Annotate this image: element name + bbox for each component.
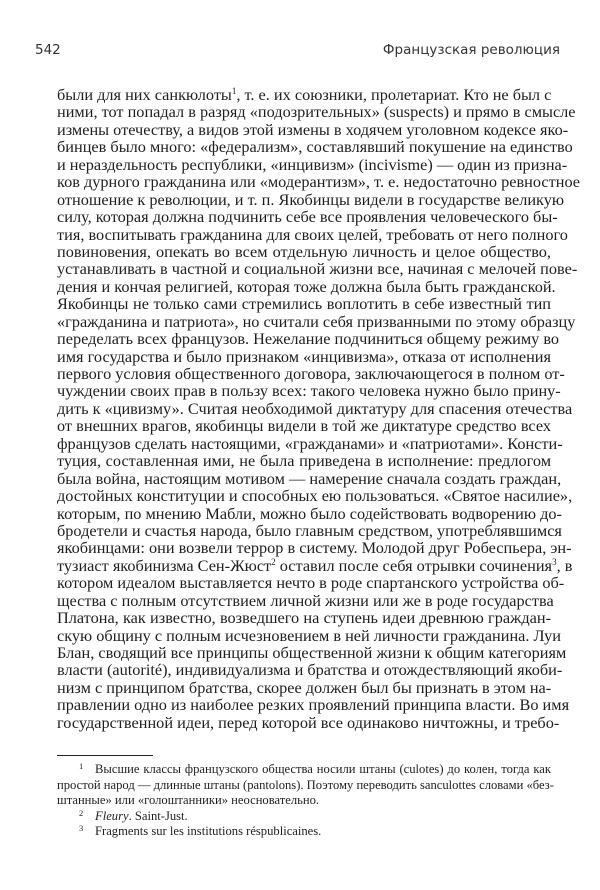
footnote-text: Высшие классы французского общества носили штаны (culotes) до колен, тогда как (95, 762, 551, 776)
body-line (57, 609, 551, 626)
line-text: правлении одно из наиболее резких проявлений принципа власти. Во имя (57, 695, 570, 715)
body-line (57, 486, 573, 506)
line-text: власти (autorité), индивидуализма и братства и отождествляющий якоби- (57, 660, 563, 680)
footnote-author: Fleury (95, 808, 129, 823)
line-text: низм с принципом братства, скорее должен был бы признать в этом на- (57, 677, 552, 697)
line-text: французов сделать настоящими, «гражданами» и «патриотами». Консти- (57, 433, 563, 453)
footnote-reference[interactable]: 2 (271, 556, 276, 567)
body-line (57, 643, 567, 662)
line-text: от внешних врагов, якобинцы видели в той же диктатуре средство всех (57, 416, 551, 436)
line-text: бродетели и счастья народа, было главным средством, употреблявшимся (57, 520, 562, 540)
body-text (57, 85, 581, 732)
page-number: 542 (35, 42, 61, 58)
line-text: чуждении своих прав в пользу всех: такого человека нужно было прину- (57, 381, 561, 401)
body-line (57, 348, 551, 365)
body-line (57, 695, 570, 715)
body-line (57, 154, 568, 174)
line-text: якобинцами: они возвели террор в систему. Молодой друг Робеспьера, эн- (57, 538, 572, 558)
line-text: первого условия общественного договора, заключающегося в полном от- (57, 364, 565, 383)
body-line (57, 679, 551, 696)
line-text: «гражданина и патриота», но считали себя призванными по этому образцу (57, 311, 576, 331)
body-line (57, 520, 562, 540)
body-line (57, 243, 551, 260)
body-line (57, 452, 551, 469)
line-text: , в (556, 555, 573, 575)
line-text: измены отечеству, а видов этой измены в ходячем уголовном кодексе яко- (57, 119, 569, 139)
line-text: силу, которая должна подчинить себе все проявления человеческого бы- (57, 207, 558, 227)
line-text: щества с полным отсутствием личной жизни или же в роде государства (57, 590, 554, 610)
body-line (57, 712, 560, 732)
body-line (57, 86, 551, 103)
line-text: котором идеалом выставляется нечто в роде спартанского устройства об- (57, 573, 565, 593)
footnote-1-line-2: простой народ — длинные штаны (pantolons). Поэтому переводить sanculottes словами «без- (57, 777, 554, 792)
body-line (57, 381, 561, 401)
line-text: повиновения, опекать во всем отдельную личность и целое общество, (57, 241, 551, 261)
line-text: переделать всех французов. Нежелание подчиниться общему режиму во (57, 329, 560, 349)
line-text: скую общину с полным исчезновением в ней личности гражданина. Луи (57, 625, 562, 645)
line-text: государственной идеи, перед которой все одинаково ничтожны, и требо- (57, 712, 560, 732)
line-text: тия, воспитывать гражданина для своих целей, требовать от него полного (57, 224, 568, 244)
line-text: достойных конституции и способных ею пользоваться. «Святое насилие», (57, 486, 573, 506)
body-line (57, 102, 576, 122)
body-line (57, 137, 573, 157)
body-line (57, 207, 558, 227)
body-line (57, 259, 578, 279)
body-line (57, 555, 573, 575)
footnote-3: 3 Fragments sur les institutions résрublicaines. (79, 823, 322, 838)
footnote-2: 2 Fleury. Saint-Just. (79, 807, 188, 823)
body-line (57, 503, 562, 523)
line-text: туция, составленная ими, не была приведена в исполнение: предлогом (57, 451, 551, 471)
footnote-reference[interactable]: 1 (231, 86, 237, 96)
body-line (57, 189, 565, 209)
footnote-text: . Saint-Just. (128, 808, 188, 823)
body-line (57, 398, 573, 418)
body-line (57, 329, 560, 349)
running-title: Французская революция (382, 42, 560, 58)
footnotes (57, 761, 554, 840)
line-text: дения и кончая религией, которая тоже должна была быть гражданской. (57, 276, 556, 296)
line-text: и нераздельность республики, «инцивизм» (incivisme) — один из призна- (57, 154, 568, 174)
footnote-reference[interactable]: 3 (552, 556, 557, 567)
footnote-1-line-3: штанные» или «голоштанники» неосновательно. (57, 793, 320, 807)
line-text: тузиаст якобинизма Сен-Жюст (57, 555, 272, 575)
line-text: Якобинцы не только сами стремились воплотить в себе известный тип (57, 294, 551, 314)
footnote-separator (57, 755, 153, 756)
line-text: которым, по мнению Мабли, можно было содействовать водворению до- (57, 503, 562, 523)
body-line (57, 538, 572, 558)
line-text: оставил после себя отрывки сочинения (275, 555, 553, 575)
line-text: дить к «цивизму». Считая необходимой диктатуру для спасения отечества (57, 398, 573, 418)
body-line (57, 311, 576, 331)
line-text: была война, настоящим мотивом — намерение сначала создать граждан, (57, 468, 562, 488)
body-line (57, 119, 569, 139)
line-text: , т. е. их союзники, пролетариат. Кто не был с (236, 85, 552, 104)
line-text: были для них санкюлоты (57, 85, 232, 104)
body-line (57, 433, 563, 453)
body-line (57, 573, 565, 593)
body-line (57, 224, 568, 244)
line-text: Блан, сводящий все принципы общественной жизни к общим категориям (57, 643, 567, 662)
line-text: отношение к революции, и т. п. Якобинцы видели в государстве великую (57, 189, 565, 209)
line-text: бинцев было много: «федерализм», составлявший покушение на единство (57, 137, 573, 157)
body-line (57, 364, 565, 383)
footnote-text: Fragments sur les institutions résрublicaines. (95, 824, 322, 838)
body-line (57, 172, 581, 192)
body-line (57, 660, 563, 680)
body-line (57, 468, 562, 488)
footnote-1-line-1: 1 Высшие классы французского общества носили штаны (culotes) до колен, тогда как (79, 761, 551, 776)
body-line (57, 417, 551, 434)
line-text: ними, тот попадал в разряд «подозрительных» (suspects) и прямо в смысле (57, 102, 576, 122)
body-line (57, 625, 562, 645)
body-line (57, 590, 554, 610)
line-text: Платона, как известно, возведшего на ступень идеи древнюю граждан- (57, 608, 551, 628)
line-text: имя государства и было признаком «инцивизма», отказа от исполнения (57, 346, 551, 366)
body-line (57, 295, 551, 312)
line-text: устанавливать в частной и социальной жизни все, начиная с мелочей пове- (57, 259, 578, 279)
line-text: ков дурного гражданина или «модерантизм», т. е. недостаточно ревностное (57, 172, 581, 192)
body-line (57, 276, 556, 296)
